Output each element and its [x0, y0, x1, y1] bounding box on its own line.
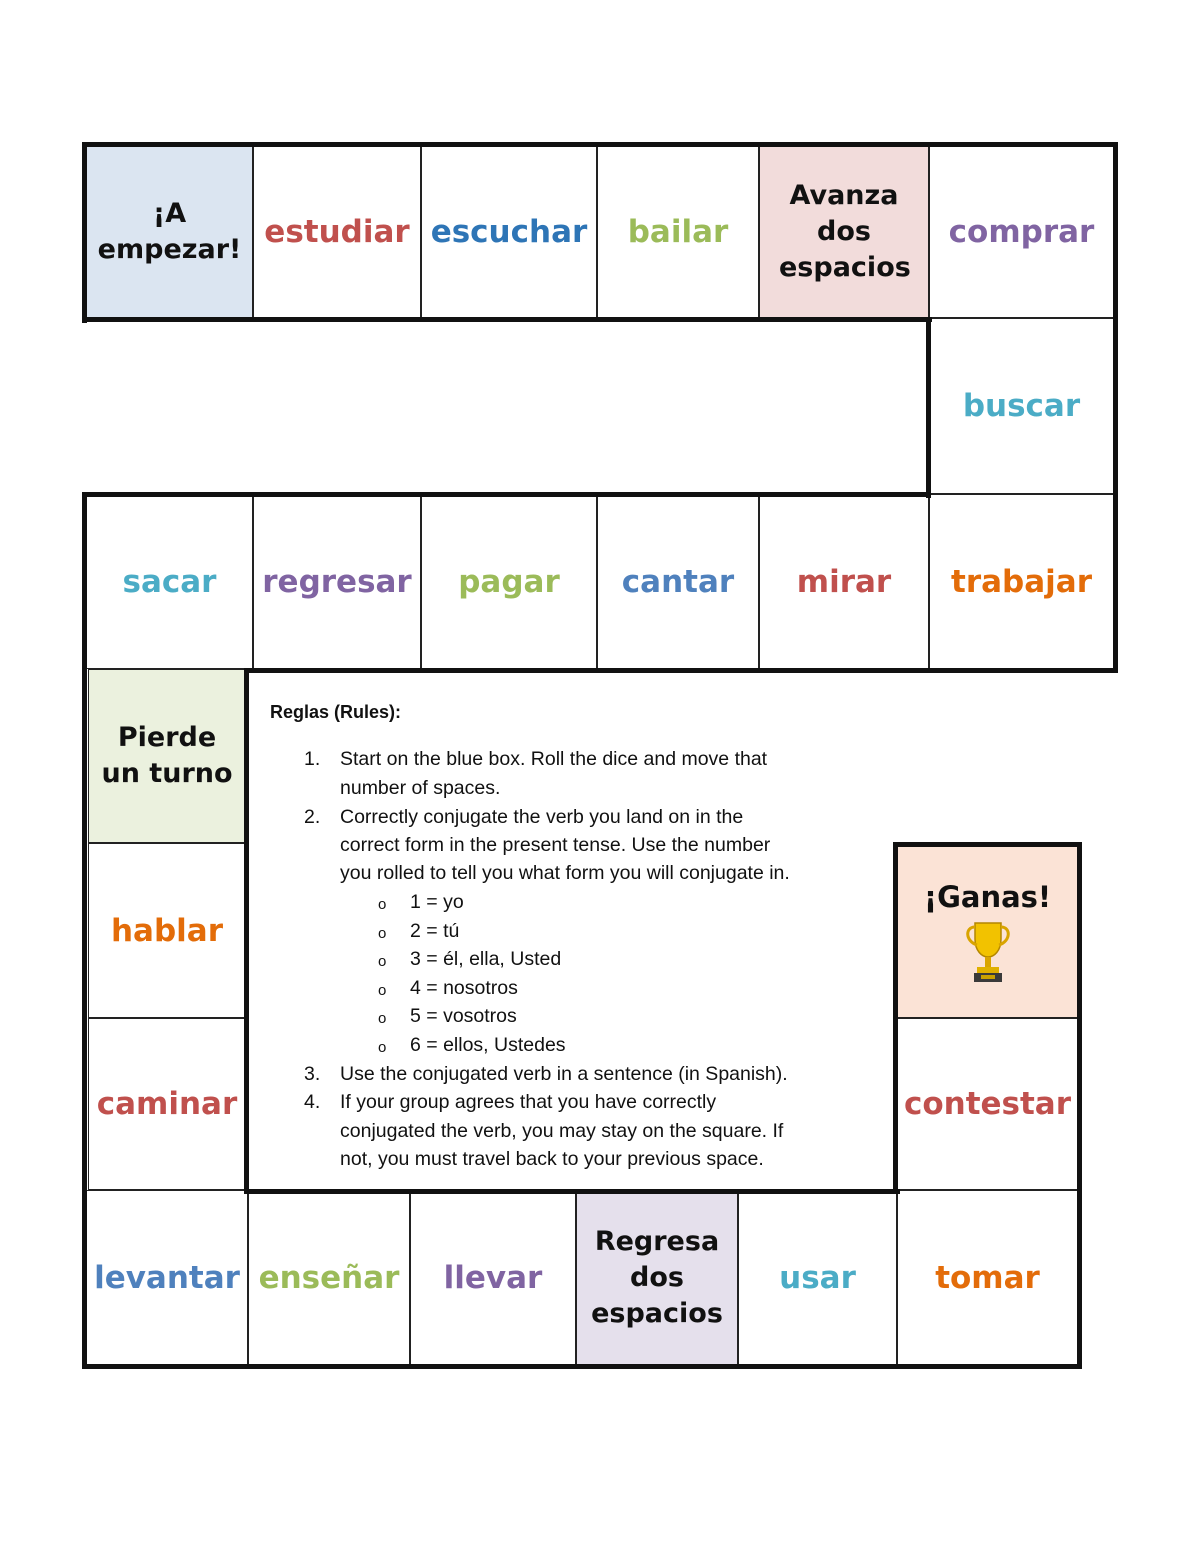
ganas-label: ¡Ganas!	[923, 879, 1052, 914]
rule-number: 2.	[304, 806, 321, 828]
verb-label: escuchar	[430, 214, 588, 250]
board-border	[1077, 842, 1082, 1369]
square-estudiar[interactable]	[253, 146, 421, 318]
rule-number: 3.	[304, 1063, 321, 1085]
verb-label: mirar	[796, 563, 892, 600]
board-border	[82, 142, 1118, 147]
verb-label: pagar	[458, 563, 560, 600]
square-caminar[interactable]	[88, 1018, 246, 1190]
board-border	[82, 142, 87, 323]
verb-label: enseñar	[258, 1260, 400, 1296]
bullet-marker: o	[378, 925, 387, 942]
verb-label: usar	[779, 1260, 856, 1296]
rules-title: Reglas (Rules):	[270, 702, 402, 722]
form-item: 1 = yo	[410, 891, 464, 913]
verb-label: estudiar	[264, 214, 410, 250]
verb-label: llevar	[443, 1260, 543, 1296]
rule-number: 4.	[304, 1091, 321, 1113]
verb-label: buscar	[962, 388, 1081, 424]
board-border	[244, 1189, 900, 1194]
square-mirar[interactable]	[759, 494, 929, 669]
board-border	[244, 668, 249, 1194]
start-label: ¡A empezar!	[97, 198, 242, 265]
avanza-square[interactable]	[759, 146, 929, 318]
board-border	[893, 842, 1082, 847]
verb-label: cantar	[621, 563, 735, 600]
rule-line: Use the conjugated verb in a sentence (in Spanish).	[340, 1063, 788, 1085]
rule-number: 1.	[304, 748, 321, 770]
board-border	[82, 317, 932, 322]
verb-label: tomar	[935, 1260, 1040, 1296]
square-usar[interactable]	[738, 1190, 897, 1366]
verb-label: sacar	[122, 563, 217, 600]
bullet-marker: o	[378, 982, 387, 999]
square-regresar[interactable]	[253, 494, 421, 669]
square-llevar[interactable]	[410, 1190, 576, 1366]
square-ensenar[interactable]	[248, 1190, 410, 1366]
regresa-label: Regresa dos espacios	[591, 1226, 723, 1329]
bullet-marker: o	[378, 1039, 387, 1056]
form-item: 5 = vosotros	[410, 1005, 517, 1027]
form-item: 6 = ellos, Ustedes	[410, 1034, 566, 1056]
rules-panel	[250, 686, 890, 1186]
board-border	[246, 668, 1118, 673]
verb-label: hablar	[110, 912, 223, 949]
square-contestar[interactable]	[897, 1018, 1078, 1190]
board-border	[893, 842, 898, 1194]
pierde-label: Pierde un turno	[101, 722, 233, 789]
rule-line: correct form in the present tense. Use the number	[340, 834, 771, 856]
square-hablar[interactable]	[88, 843, 246, 1018]
verb-label: comprar	[948, 214, 1095, 250]
rule-line: you rolled to tell you what form you will conjugate in.	[340, 862, 790, 884]
square-bailar[interactable]	[597, 146, 759, 318]
square-cantar[interactable]	[597, 494, 759, 669]
square-escuchar[interactable]	[421, 146, 597, 318]
verb-label: contestar	[903, 1086, 1072, 1122]
board-border	[1113, 142, 1118, 673]
verb-label: trabajar	[951, 563, 1092, 600]
square-trabajar[interactable]	[929, 494, 1114, 669]
rule-line: Correctly conjugate the verb you land on in the	[340, 806, 744, 828]
square-buscar[interactable]	[929, 318, 1114, 494]
square-sacar[interactable]	[86, 494, 253, 669]
form-item: 3 = él, ella, Usted	[410, 948, 562, 970]
rule-line: Start on the blue box. Roll the dice and move that	[340, 748, 768, 770]
board-border	[82, 1364, 1082, 1369]
square-levantar[interactable]	[86, 1190, 248, 1366]
square-comprar[interactable]	[929, 146, 1114, 318]
board-border	[82, 492, 87, 1369]
start-square[interactable]	[86, 146, 253, 318]
verb-label: bailar	[627, 214, 729, 250]
rule-line: If your group agrees that you have correctly	[340, 1091, 717, 1113]
bullet-marker: o	[378, 1010, 387, 1027]
bullet-marker: o	[378, 896, 387, 913]
pierde-square[interactable]	[88, 669, 246, 843]
ganas-square[interactable]	[897, 845, 1078, 1018]
board-border	[82, 492, 931, 497]
rule-line: number of spaces.	[340, 777, 501, 799]
bullet-marker: o	[378, 953, 387, 970]
verb-label: levantar	[94, 1260, 240, 1296]
rule-line: not, you must travel back to your previous space.	[340, 1148, 764, 1170]
board-border	[926, 317, 931, 498]
regresa-square[interactable]	[576, 1190, 738, 1366]
square-pagar[interactable]	[421, 494, 597, 669]
rule-line: conjugated the verb, you may stay on the square. If	[340, 1120, 784, 1142]
verb-label: caminar	[96, 1086, 238, 1122]
square-tomar[interactable]	[897, 1190, 1078, 1366]
avanza-label: Avanza dos espacios	[779, 180, 911, 283]
trophy-icon	[961, 919, 1015, 985]
verb-label: regresar	[262, 563, 412, 600]
form-item: 2 = tú	[410, 920, 460, 942]
form-item: 4 = nosotros	[410, 977, 518, 999]
